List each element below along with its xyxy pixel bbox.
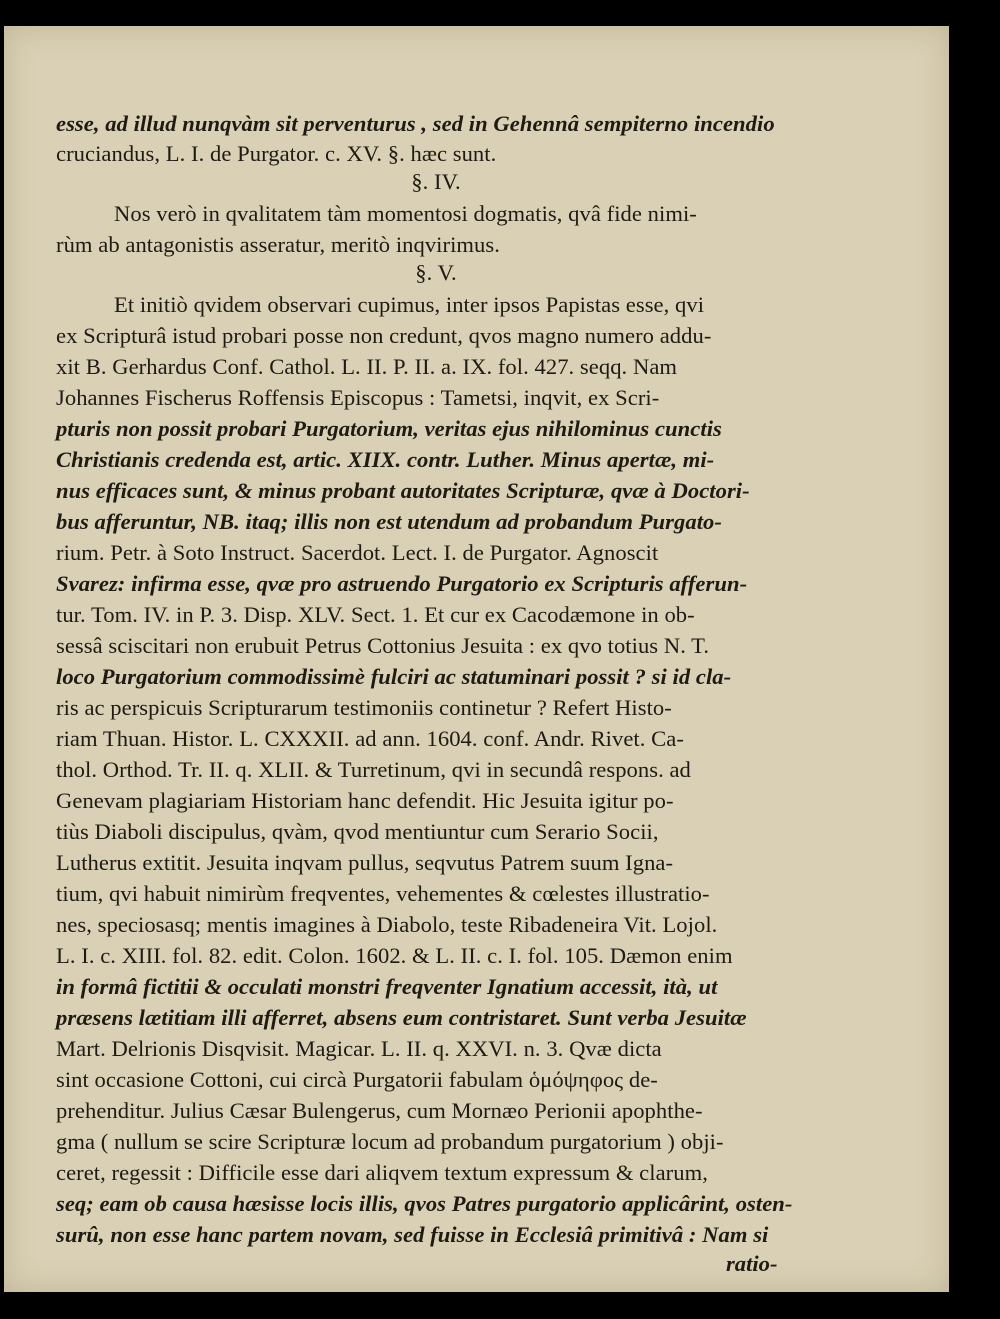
text-line: Lutherus extitit. Jesuita inqvam pullus, seqvutus Patrem suum Igna- <box>56 850 674 875</box>
text-line: xit B. Gerhardus Conf. Cathol. L. II. P. II. a. IX. fol. 427. seqq. Nam <box>56 354 678 379</box>
text-line: præsens lætitiam illi afferret, absens eum contristaret. Sunt verba Jesuitæ <box>56 1005 747 1030</box>
text-line: rùm ab antagonistis asseratur, meritò inqvirimus. <box>56 232 500 257</box>
text-line: Svarez: infirma esse, qvæ pro astruendo Purgatorio ex Scripturis afferun- <box>56 571 748 596</box>
text-line: Et initiò qvidem observari cupimus, inter ipsos Papistas esse, qvi <box>114 292 705 317</box>
text-line: Nos verò in qvalitatem tàm momentosi dogmatis, qvâ fide nimi- <box>114 201 697 226</box>
text-line: cruciandus, L. I. de Purgator. c. XV. §. hæc sunt. <box>56 141 497 166</box>
text-line: ceret, regessit : Difficile esse dari aliqvem textum expressum & clarum, <box>56 1160 708 1185</box>
text-line: loco Purgatorium commodissimè fulciri ac statuminari possit ? si id cla- <box>56 664 732 689</box>
text-line: sint occasione Cottoni, cui circà Purgatorii fabulam ὁμόψηφος de- <box>56 1067 658 1092</box>
text-line: bus afferuntur, NB. itaq; illis non est utendum ad probandum Purgato- <box>56 509 722 534</box>
text-line: tiùs Diaboli discipulus, qvàm, qvod mentiuntur cum Serario Socii, <box>56 819 659 844</box>
text-line: in formâ fictitii & occulati monstri freqventer Ignatium accessit, ità, ut <box>56 974 718 999</box>
text-line: sessâ sciscitari non erubuit Petrus Cottonius Jesuita : ex qvo totius N. T. <box>56 633 710 658</box>
text-line: riam Thuan. Histor. L. CXXXII. ad ann. 1604. conf. Andr. Rivet. Ca- <box>56 726 684 751</box>
text-line: Mart. Delrionis Disqvisit. Magicar. L. II. q. XXVI. n. 3. Qvæ dicta <box>56 1036 662 1061</box>
text-line: nes, speciosasq; mentis imagines à Diabolo, teste Ribadeneira Vit. Lojol. <box>56 912 718 937</box>
text-line: rium. Petr. à Soto Instruct. Sacerdot. Lect. I. de Purgator. Agnoscit <box>56 540 659 565</box>
text-line: ris ac perspicuis Scripturarum testimoniis continetur ? Refert Histo- <box>56 695 672 720</box>
book-page <box>4 26 949 1292</box>
text-line: seq; eam ob causa hæsisse locis illis, qvos Patres purgatorio applicârint, osten- <box>56 1191 793 1216</box>
text-line: Genevam plagiariam Historiam hanc defendit. Hic Jesuita igitur po- <box>56 788 674 813</box>
text-line: prehenditur. Julius Cæsar Bulengerus, cum Mornæo Perionii apophthe- <box>56 1098 703 1123</box>
text-line: surû, non esse hanc partem novam, sed fuisse in Ecclesiâ primitivâ : Nam si <box>56 1222 769 1247</box>
text-line: gma ( nullum se scire Scripturæ locum ad probandum purgatorium ) obji- <box>56 1129 724 1154</box>
section-heading: §. IV. <box>411 169 461 194</box>
text-line: thol. Orthod. Tr. II. q. XLII. & Turretinum, qvi in secundâ respons. ad <box>56 757 691 782</box>
text-line: tium, qvi habuit nimirùm freqventes, vehementes & cœlestes illustratio- <box>56 881 710 906</box>
text-line: ex Scripturâ istud probari posse non credunt, qvos magno numero addu- <box>56 323 712 348</box>
text-line: nus efficaces sunt, & minus probant autoritates Scripturæ, qvæ à Doctori- <box>56 478 750 503</box>
section-heading: §. V. <box>415 260 457 285</box>
text-line: tur. Tom. IV. in P. 3. Disp. XLV. Sect. 1. Et cur ex Cacodæmone in ob- <box>56 602 695 627</box>
text-line: esse, ad illud nunqvàm sit perventurus , sed in Gehennâ sempiterno incendio <box>56 111 775 136</box>
catchword: ratio- <box>726 1251 778 1276</box>
text-line: pturis non possit probari Purgatorium, veritas ejus nihilominus cunctis <box>56 416 722 441</box>
text-line: L. I. c. XIII. fol. 82. edit. Colon. 1602. & L. II. c. I. fol. 105. Dæmon enim <box>56 943 733 968</box>
text-line: Christianis credenda est, artic. XIIX. contr. Luther. Minus apertæ, mi- <box>56 447 715 472</box>
text-line: Johannes Fischerus Roffensis Episcopus : Tametsi, inqvit, ex Scri- <box>56 385 660 410</box>
